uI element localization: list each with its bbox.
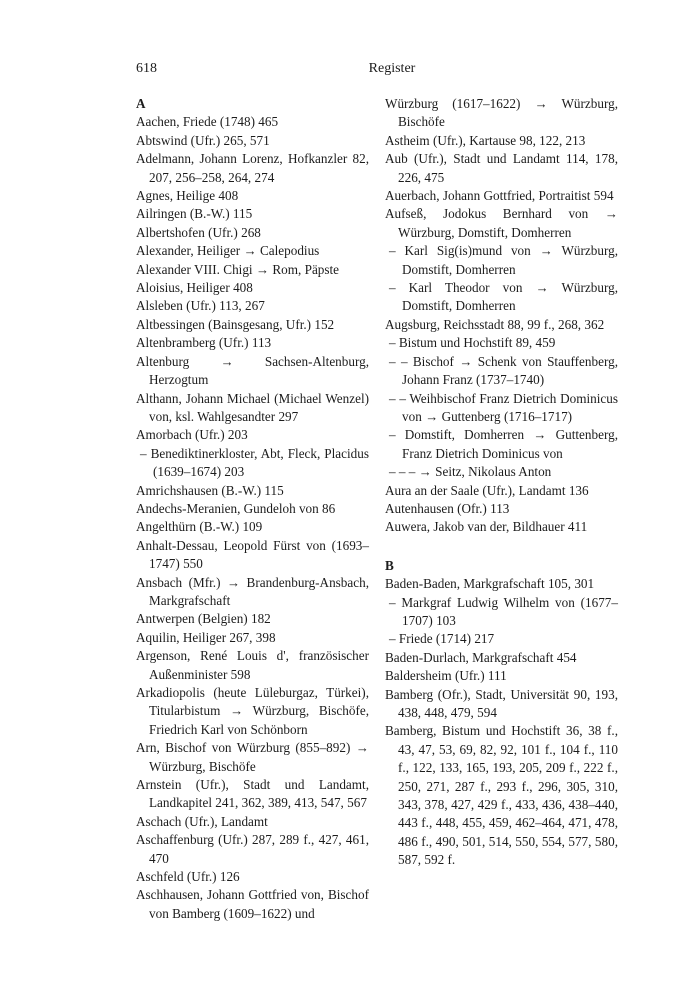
index-entry: Aufseß, Jodokus Bernhard von → Würzburg, Domstift, Domherren — [385, 206, 618, 240]
index-entry: Bamberg, Bistum und Hochstift 36, 38 f., 43, 47, 53, 69, 82, 92, 101 f., 104 f., 110 f., 122, 133, 165, 193, 205, 209 f., 222 f., 250, 271, 287 f., 293 f., 296, 305, 310, 343, 378, 427, 429 f., 433, 436, 438–440, 443 f., 448, 455, 459, 462–464, 471, 478, 486 f., 490, 501, 514, 550, 554, 577, 580, 587, 592 f. — [385, 723, 618, 868]
index-entry: Arn, Bischof von Würzburg (855–892) → Würzburg, Bischöfe — [136, 740, 369, 774]
index-entry: Ailringen (B.-W.) 115 — [136, 206, 253, 222]
running-title: Register — [368, 61, 416, 76]
index-entry: Amorbach (Ufr.) 203 — [136, 427, 248, 443]
index-entry: Baldersheim (Ufr.) 111 — [385, 668, 507, 684]
index-entry: Albertshofen (Ufr.) 268 — [136, 224, 261, 240]
index-entry: Altenburg → Sachsen-Altenburg, Herzogtum — [136, 353, 369, 388]
index-entry: Augsburg, Reichsstadt 88, 99 f., 268, 362 — [385, 316, 605, 332]
index-entry: Auerbach, Johann Gottfried, Portraitist 594 — [385, 188, 614, 204]
index-entry: Abtswind (Ufr.) 265, 571 — [136, 132, 270, 148]
index-entry: Aura an der Saale (Ufr.), Landamt 136 — [385, 482, 589, 498]
index-entry: Alsleben (Ufr.) 113, 267 — [136, 298, 265, 314]
index-entry: Altenbramberg (Ufr.) 113 — [136, 335, 272, 351]
index-subentry: – Karl Sig(is)mund von → Würzburg, Domstift, Domherren — [389, 243, 618, 277]
index-entry: Agnes, Heilige 408 — [136, 188, 239, 204]
index-entry: Aschaffenburg (Ufr.) 287, 289 f., 427, 461, 470 — [136, 832, 369, 866]
index-subentry: – – Weihbischof Franz Dietrich Dominicus von → Guttenberg (1716–1717) — [389, 390, 618, 424]
index-entry: Astheim (Ufr.), Kartause 98, 122, 213 — [385, 132, 586, 148]
index-entry: Althann, Johann Michael (Michael Wenzel) von, ksl. Wahlgesandter 297 — [136, 390, 369, 424]
index-entry: Argenson, René Louis d', französischer Außenminister 598 — [136, 648, 369, 682]
index-entry: Anhalt-Dessau, Leopold Fürst von (1693–1747) 550 — [136, 537, 369, 572]
index-entry: Amrichshausen (B.-W.) 115 — [136, 482, 284, 498]
index-subentry: – Benediktinerkloster, Abt, Fleck, Placidus (1639–1674) 203 — [140, 445, 369, 480]
index-subentry: – Domstift, Domherren → Guttenberg, Franz Dietrich Dominicus von — [389, 427, 618, 461]
index-entry: Baden-Durlach, Markgrafschaft 454 — [385, 649, 577, 665]
index-entry: Aquilin, Heiliger 267, 398 — [136, 629, 276, 645]
index-entry: Arnstein (Ufr.), Stadt und Landamt, Landkapitel 241, 362, 389, 413, 547, 567 — [136, 777, 369, 811]
index-entry: Baden-Baden, Markgrafschaft 105, 301 — [385, 576, 595, 592]
index-entry: Arkadiopolis (heute Lüleburgaz, Türkei), Titularbistum → Würzburg, Bischöfe, Friedrich Karl von Schönborn — [136, 685, 369, 737]
index-entry: Aub (Ufr.), Stadt und Landamt 114, 178, 226, 475 — [385, 151, 618, 185]
page-number: 618 — [136, 61, 157, 76]
index-entry: Aschhausen, Johann Gottfried von, Bischof von Bamberg (1609–1622) und — [136, 887, 369, 921]
index-entry: Aschach (Ufr.), Landamt — [136, 813, 268, 829]
index-entry: Antwerpen (Belgien) 182 — [136, 611, 271, 627]
index-entry: Alexander, Heiliger → Calepodius — [136, 243, 320, 259]
index-entry: Aloisius, Heiliger 408 — [136, 280, 253, 296]
index-entry: Auwera, Jakob van der, Bildhauer 411 — [385, 519, 588, 535]
index-subentry: – – Bischof → Schenk von Stauffenberg, Johann Franz (1737–1740) — [389, 353, 618, 388]
index-entry: Bamberg (Ofr.), Stadt, Universität 90, 193, 438, 448, 479, 594 — [385, 686, 618, 720]
index-subentry: – – – → Seitz, Nikolaus Anton — [389, 464, 552, 480]
index-entry: Ansbach (Mfr.) → Brandenburg-Ansbach, Markgrafschaft — [136, 574, 369, 608]
index-entry: Adelmann, Johann Lorenz, Hofkanzler 82, 207, 256–258, 264, 274 — [136, 151, 369, 185]
index-entry: Alexander VIII. Chigi → Rom, Päpste — [136, 261, 340, 277]
section-letter: B — [385, 557, 394, 573]
index-entry: Altbessingen (Bainsgesang, Ufr.) 152 — [136, 316, 335, 332]
index-subentry: – Karl Theodor von → Würzburg, Domstift, Domherren — [389, 280, 618, 314]
index-entry: Aschfeld (Ufr.) 126 — [136, 869, 240, 885]
index-entry: Würzburg (1617–1622) → Würzburg, Bischöfe — [385, 96, 618, 130]
section-letter: A — [136, 96, 146, 111]
index-entry: Aachen, Friede (1748) 465 — [136, 114, 279, 130]
index-entry: Andechs-Meranien, Gundeloh von 86 — [136, 500, 336, 516]
index-column-right — [385, 95, 618, 870]
index-subentry: – Friede (1714) 217 — [389, 631, 495, 647]
index-subentry: – Bistum und Hochstift 89, 459 — [389, 335, 556, 351]
index-entry: Autenhausen (Ofr.) 113 — [385, 500, 510, 516]
index-column-left — [136, 95, 369, 923]
index-subentry: – Markgraf Ludwig Wilhelm von (1677–1707) 103 — [389, 594, 618, 628]
index-entry: Angelthürn (B.-W.) 109 — [136, 519, 263, 535]
